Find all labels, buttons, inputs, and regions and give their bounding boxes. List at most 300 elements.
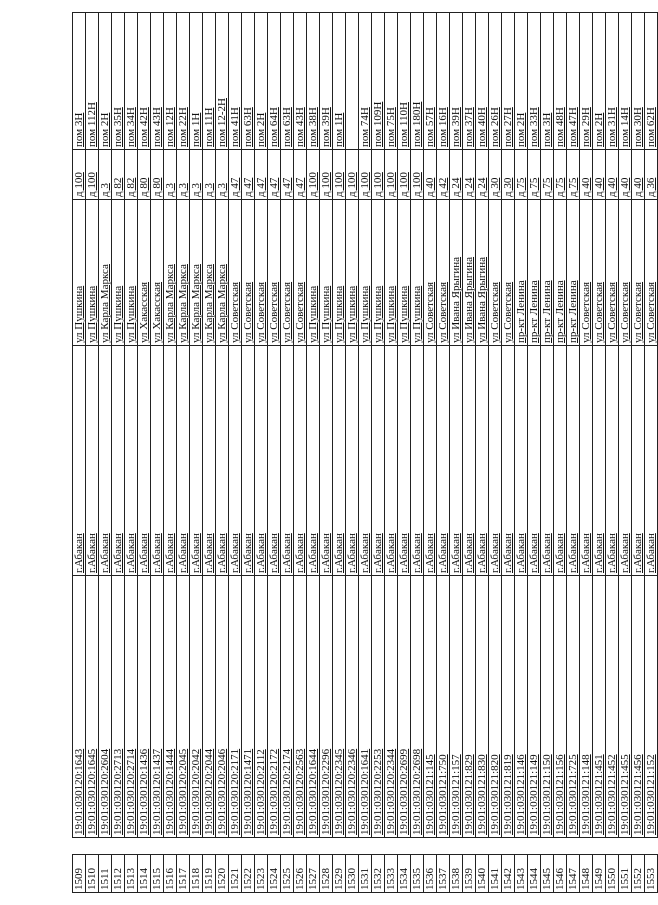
cadastral-number-cell: 19:01:030121:451: [593, 576, 606, 838]
city-cell: г.Абакан: [554, 346, 567, 576]
city-cell: г.Абакан: [450, 346, 463, 576]
premises-cell: пом 12-2Н: [216, 13, 229, 150]
premises-cell: пом 34Н: [125, 13, 138, 150]
spacer-cell: [489, 838, 502, 855]
row-number-cell: 1513: [125, 855, 138, 893]
house-cell: д 3: [216, 150, 229, 200]
city-cell: г.Абакан: [138, 346, 151, 576]
city-cell: г.Абакан: [437, 346, 450, 576]
cadastral-number-cell: 19:01:030120:2253: [372, 576, 385, 838]
premises-cell: пом 29Н: [580, 13, 593, 150]
house-cell: д 42: [437, 150, 450, 200]
cadastral-number-cell: 19:01:030121:152: [645, 576, 658, 838]
premises-cell: пом 38Н: [307, 13, 320, 150]
spacer-cell: [372, 838, 385, 855]
row-number-cell: 1526: [294, 855, 307, 893]
row-number-cell: 1538: [450, 855, 463, 893]
table-row: [489, 13, 502, 893]
premises-cell: пом 43Н: [151, 13, 164, 150]
table-row: [125, 13, 138, 893]
house-cell: д 40: [580, 150, 593, 200]
house-cell: д 82: [112, 150, 125, 200]
property-table: [72, 12, 658, 893]
row-number-cell: 1529: [333, 855, 346, 893]
house-cell: д 40: [593, 150, 606, 200]
spacer-cell: [554, 838, 567, 855]
city-cell: г.Абакан: [281, 346, 294, 576]
city-cell: г.Абакан: [203, 346, 216, 576]
table-row: [346, 13, 359, 893]
cadastral-number-cell: 19:01:030120:1444: [164, 576, 177, 838]
table-row: [320, 13, 333, 893]
row-number-cell: 1514: [138, 855, 151, 893]
cadastral-number-cell: 19:01:030121:455: [619, 576, 632, 838]
premises-cell: пом 22Н: [177, 13, 190, 150]
premises-cell: пом 27Н: [502, 13, 515, 150]
row-number-cell: 1523: [255, 855, 268, 893]
row-number-cell: 1509: [73, 855, 86, 893]
cadastral-number-cell: 19:01:030121:820: [489, 576, 502, 838]
table-row: [580, 13, 593, 893]
city-cell: г.Абакан: [424, 346, 437, 576]
street-cell: ул Советская: [593, 200, 606, 346]
city-cell: г.Абакан: [164, 346, 177, 576]
table-row: [177, 13, 190, 893]
row-number-cell: 1521: [229, 855, 242, 893]
spacer-cell: [281, 838, 294, 855]
spacer-cell: [450, 838, 463, 855]
street-cell: ул Пушкина: [125, 200, 138, 346]
city-cell: г.Абакан: [502, 346, 515, 576]
spacer-cell: [398, 838, 411, 855]
street-cell: пр-кт Ленина: [567, 200, 580, 346]
street-cell: ул Советская: [294, 200, 307, 346]
premises-cell: пом 75Н: [385, 13, 398, 150]
premises-cell: пом 63Н: [281, 13, 294, 150]
premises-cell: пом 180Н: [411, 13, 424, 150]
street-cell: ул Советская: [281, 200, 294, 346]
row-number-cell: 1533: [385, 855, 398, 893]
house-cell: д 100: [307, 150, 320, 200]
cadastral-number-cell: 19:01:030120:1437: [151, 576, 164, 838]
table-row: [255, 13, 268, 893]
table-row: [190, 13, 203, 893]
street-cell: ул Карла Маркса: [99, 200, 112, 346]
city-cell: г.Абакан: [359, 346, 372, 576]
row-number-cell: 1531: [359, 855, 372, 893]
spacer-cell: [411, 838, 424, 855]
row-number-cell: 1543: [515, 855, 528, 893]
table-row: [476, 13, 489, 893]
premises-cell: пом 64Н: [268, 13, 281, 150]
house-cell: д 80: [151, 150, 164, 200]
row-number-cell: 1511: [99, 855, 112, 893]
city-cell: г.Абакан: [567, 346, 580, 576]
street-cell: ул Карла Маркса: [190, 200, 203, 346]
street-cell: ул Советская: [489, 200, 502, 346]
row-number-cell: 1541: [489, 855, 502, 893]
city-cell: г.Абакан: [515, 346, 528, 576]
premises-cell: пом 37Н: [463, 13, 476, 150]
spacer-cell: [99, 838, 112, 855]
spacer-cell: [164, 838, 177, 855]
house-cell: д 24: [450, 150, 463, 200]
cadastral-number-cell: 19:01:030120:1644: [307, 576, 320, 838]
table-row: [359, 13, 372, 893]
street-cell: ул Пушкина: [359, 200, 372, 346]
house-cell: д 75: [554, 150, 567, 200]
street-cell: ул Карла Маркса: [177, 200, 190, 346]
city-cell: г.Абакан: [73, 346, 86, 576]
table-row: [99, 13, 112, 893]
table-row: [450, 13, 463, 893]
cadastral-number-cell: 19:01:030120:2042: [190, 576, 203, 838]
house-cell: д 3: [177, 150, 190, 200]
spacer-cell: [502, 838, 515, 855]
house-cell: д 30: [489, 150, 502, 200]
row-number-cell: 1537: [437, 855, 450, 893]
city-cell: г.Абакан: [593, 346, 606, 576]
row-number-cell: 1536: [424, 855, 437, 893]
street-cell: ул Ивана Ярыгина: [463, 200, 476, 346]
table-row: [606, 13, 619, 893]
row-number-cell: 1512: [112, 855, 125, 893]
premises-cell: пом 3Н: [541, 13, 554, 150]
cadastral-number-cell: 19:01:030121:149: [528, 576, 541, 838]
cadastral-number-cell: 19:01:030120:2171: [229, 576, 242, 838]
house-cell: д 75: [515, 150, 528, 200]
premises-cell: пом 2Н: [99, 13, 112, 150]
house-cell: д 36: [645, 150, 658, 200]
city-cell: г.Абакан: [606, 346, 619, 576]
street-cell: ул Карла Маркса: [203, 200, 216, 346]
cadastral-number-cell: 19:01:030121:156: [554, 576, 567, 838]
premises-cell: пом 2Н: [515, 13, 528, 150]
table-row: [619, 13, 632, 893]
row-number-cell: 1520: [216, 855, 229, 893]
street-cell: пр-кт Ленина: [515, 200, 528, 346]
street-cell: ул Пушкина: [411, 200, 424, 346]
table-row: [151, 13, 164, 893]
spacer-cell: [229, 838, 242, 855]
city-cell: г.Абакан: [645, 346, 658, 576]
house-cell: д 100: [411, 150, 424, 200]
street-cell: ул Пушкина: [372, 200, 385, 346]
cadastral-number-cell: 19:01:030120:1436: [138, 576, 151, 838]
house-cell: д 75: [528, 150, 541, 200]
house-cell: д 100: [320, 150, 333, 200]
table-row: [411, 13, 424, 893]
spacer-cell: [567, 838, 580, 855]
table-row: [242, 13, 255, 893]
cadastral-number-cell: 19:01:030120:2563: [294, 576, 307, 838]
table-row: [567, 13, 580, 893]
street-cell: ул Пушкина: [346, 200, 359, 346]
house-cell: д 3: [99, 150, 112, 200]
premises-cell: пом 39Н: [450, 13, 463, 150]
house-cell: д 24: [463, 150, 476, 200]
street-cell: ул Советская: [502, 200, 515, 346]
cadastral-number-cell: 19:01:030120:2046: [216, 576, 229, 838]
house-cell: д 80: [138, 150, 151, 200]
table-row: [554, 13, 567, 893]
city-cell: г.Абакан: [320, 346, 333, 576]
house-cell: д 75: [541, 150, 554, 200]
cadastral-number-cell: 19:01:030120:1643: [73, 576, 86, 838]
spacer-cell: [541, 838, 554, 855]
spacer-cell: [619, 838, 632, 855]
house-cell: д 47: [242, 150, 255, 200]
street-cell: ул Пушкина: [307, 200, 320, 346]
spacer-cell: [268, 838, 281, 855]
spacer-cell: [86, 838, 99, 855]
street-cell: ул Пушкина: [86, 200, 99, 346]
street-cell: ул Ивана Ярыгина: [476, 200, 489, 346]
row-number-cell: 1550: [606, 855, 619, 893]
spacer-cell: [333, 838, 346, 855]
street-cell: ул Пушкина: [333, 200, 346, 346]
table-row: [541, 13, 554, 893]
house-cell: д 47: [268, 150, 281, 200]
street-cell: ул Советская: [255, 200, 268, 346]
premises-cell: пом 2Н: [593, 13, 606, 150]
house-cell: д 30: [502, 150, 515, 200]
row-number-cell: 1517: [177, 855, 190, 893]
table-row: [112, 13, 125, 893]
spacer-cell: [216, 838, 229, 855]
row-number-cell: 1546: [554, 855, 567, 893]
cadastral-number-cell: 19:01:030121:725: [567, 576, 580, 838]
street-cell: ул Пушкина: [320, 200, 333, 346]
premises-cell: пом 30Н: [632, 13, 645, 150]
row-number-cell: 1524: [268, 855, 281, 893]
city-cell: г.Абакан: [229, 346, 242, 576]
cadastral-number-cell: 19:01:030120:1471: [242, 576, 255, 838]
row-number-cell: 1539: [463, 855, 476, 893]
row-number-cell: 1522: [242, 855, 255, 893]
row-number-cell: 1528: [320, 855, 333, 893]
city-cell: г.Абакан: [255, 346, 268, 576]
house-cell: д 40: [424, 150, 437, 200]
premises-cell: пом 3Н: [73, 13, 86, 150]
street-cell: ул Пушкина: [73, 200, 86, 346]
row-number-cell: 1542: [502, 855, 515, 893]
cadastral-number-cell: 19:01:030120:2713: [112, 576, 125, 838]
cadastral-number-cell: 19:01:030121:157: [450, 576, 463, 838]
table-row: [294, 13, 307, 893]
spacer-cell: [151, 838, 164, 855]
spacer-cell: [177, 838, 190, 855]
spacer-cell: [424, 838, 437, 855]
row-number-cell: 1545: [541, 855, 554, 893]
city-cell: г.Абакан: [268, 346, 281, 576]
cadastral-number-cell: 19:01:030120:2172: [268, 576, 281, 838]
cadastral-number-cell: 19:01:030120:2174: [281, 576, 294, 838]
table-row: [593, 13, 606, 893]
spacer-cell: [125, 838, 138, 855]
row-number-cell: 1530: [346, 855, 359, 893]
city-cell: г.Абакан: [372, 346, 385, 576]
table-row: [307, 13, 320, 893]
row-number-cell: 1534: [398, 855, 411, 893]
city-cell: г.Абакан: [125, 346, 138, 576]
table-row: [333, 13, 346, 893]
city-cell: г.Абакан: [294, 346, 307, 576]
premises-cell: пом 110Н: [398, 13, 411, 150]
house-cell: д 47: [281, 150, 294, 200]
city-cell: г.Абакан: [632, 346, 645, 576]
street-cell: ул Хакасская: [138, 200, 151, 346]
city-cell: г.Абакан: [190, 346, 203, 576]
city-cell: г.Абакан: [177, 346, 190, 576]
spacer-cell: [437, 838, 450, 855]
city-cell: г.Абакан: [307, 346, 320, 576]
premises-cell: пом 2Н: [255, 13, 268, 150]
spacer-cell: [307, 838, 320, 855]
table-row: [73, 13, 86, 893]
street-cell: ул Советская: [619, 200, 632, 346]
spacer-cell: [385, 838, 398, 855]
premises-cell: пом 74Н: [359, 13, 372, 150]
city-cell: г.Абакан: [463, 346, 476, 576]
cadastral-number-cell: 19:01:030121:146: [515, 576, 528, 838]
table-row: [645, 13, 658, 893]
table-row: [437, 13, 450, 893]
cadastral-number-cell: 19:01:030120:2344: [385, 576, 398, 838]
row-number-cell: 1552: [632, 855, 645, 893]
spacer-cell: [294, 838, 307, 855]
house-cell: д 3: [164, 150, 177, 200]
street-cell: ул Карла Маркса: [216, 200, 229, 346]
street-cell: ул Советская: [645, 200, 658, 346]
table-row: [424, 13, 437, 893]
cadastral-number-cell: 19:01:030120:2044: [203, 576, 216, 838]
house-cell: д 100: [346, 150, 359, 200]
cadastral-number-cell: 19:01:030120:2296: [320, 576, 333, 838]
row-number-cell: 1548: [580, 855, 593, 893]
table-row: [515, 13, 528, 893]
house-cell: д 24: [476, 150, 489, 200]
spacer-cell: [255, 838, 268, 855]
street-cell: ул Советская: [268, 200, 281, 346]
house-cell: д 40: [619, 150, 632, 200]
premises-cell: пом 62Н: [645, 13, 658, 150]
house-cell: д 47: [294, 150, 307, 200]
spacer-cell: [190, 838, 203, 855]
premises-cell: пом 47Н: [567, 13, 580, 150]
spacer-cell: [476, 838, 489, 855]
table-row: [203, 13, 216, 893]
house-cell: д 100: [385, 150, 398, 200]
cadastral-number-cell: 19:01:030120:2699: [398, 576, 411, 838]
house-cell: д 47: [255, 150, 268, 200]
premises-cell: пом 11Н: [203, 13, 216, 150]
street-cell: ул Пушкина: [112, 200, 125, 346]
cadastral-number-cell: 19:01:030120:2604: [99, 576, 112, 838]
row-number-cell: 1510: [86, 855, 99, 893]
row-number-cell: 1540: [476, 855, 489, 893]
cadastral-number-cell: 19:01:030120:2112: [255, 576, 268, 838]
premises-cell: пом 112Н: [86, 13, 99, 150]
house-cell: д 100: [86, 150, 99, 200]
cadastral-number-cell: 19:01:030120:1645: [86, 576, 99, 838]
cadastral-number-cell: 19:01:030121:150: [541, 576, 554, 838]
premises-cell: пом 40Н: [476, 13, 489, 150]
premises-cell: [346, 13, 359, 150]
cadastral-number-cell: 19:01:030121:830: [476, 576, 489, 838]
premises-cell: пом 41Н: [229, 13, 242, 150]
cadastral-number-cell: 19:01:030120:2698: [411, 576, 424, 838]
table-row: [385, 13, 398, 893]
cadastral-number-cell: 19:01:030120:2714: [125, 576, 138, 838]
premises-cell: пом 16Н: [437, 13, 450, 150]
city-cell: г.Абакан: [528, 346, 541, 576]
cadastral-number-cell: 19:01:030121:452: [606, 576, 619, 838]
spacer-cell: [320, 838, 333, 855]
city-cell: г.Абакан: [580, 346, 593, 576]
street-cell: ул Советская: [424, 200, 437, 346]
cadastral-number-cell: 19:01:030120:1641: [359, 576, 372, 838]
city-cell: г.Абакан: [411, 346, 424, 576]
premises-cell: пом 35Н: [112, 13, 125, 150]
city-cell: г.Абакан: [619, 346, 632, 576]
city-cell: г.Абакан: [242, 346, 255, 576]
street-cell: ул Советская: [437, 200, 450, 346]
premises-cell: пом 42Н: [138, 13, 151, 150]
spacer-cell: [580, 838, 593, 855]
street-cell: ул Советская: [606, 200, 619, 346]
spacer-cell: [73, 838, 86, 855]
city-cell: г.Абакан: [489, 346, 502, 576]
city-cell: г.Абакан: [151, 346, 164, 576]
premises-cell: пом 109Н: [372, 13, 385, 150]
city-cell: г.Абакан: [385, 346, 398, 576]
table-row: [216, 13, 229, 893]
table-row: [372, 13, 385, 893]
row-number-cell: 1535: [411, 855, 424, 893]
row-number-cell: 1519: [203, 855, 216, 893]
city-cell: г.Абакан: [216, 346, 229, 576]
house-cell: д 82: [125, 150, 138, 200]
spacer-cell: [528, 838, 541, 855]
street-cell: ул Пушкина: [385, 200, 398, 346]
premises-cell: пом 57Н: [424, 13, 437, 150]
row-number-cell: 1549: [593, 855, 606, 893]
row-number-cell: 1547: [567, 855, 580, 893]
house-cell: д 3: [203, 150, 216, 200]
property-table-body: [73, 13, 658, 893]
street-cell: ул Советская: [580, 200, 593, 346]
street-cell: ул Советская: [242, 200, 255, 346]
street-cell: ул Советская: [229, 200, 242, 346]
city-cell: г.Абакан: [476, 346, 489, 576]
spacer-cell: [632, 838, 645, 855]
house-cell: д 100: [372, 150, 385, 200]
premises-cell: пом 1Н: [333, 13, 346, 150]
row-number-cell: 1518: [190, 855, 203, 893]
row-number-cell: 1551: [619, 855, 632, 893]
house-cell: д 47: [229, 150, 242, 200]
table-row: [281, 13, 294, 893]
city-cell: г.Абакан: [86, 346, 99, 576]
table-row: [502, 13, 515, 893]
street-cell: пр-кт Ленина: [528, 200, 541, 346]
city-cell: г.Абакан: [346, 346, 359, 576]
premises-cell: пом 31Н: [606, 13, 619, 150]
table-row: [164, 13, 177, 893]
street-cell: ул Пушкина: [398, 200, 411, 346]
spacer-cell: [203, 838, 216, 855]
